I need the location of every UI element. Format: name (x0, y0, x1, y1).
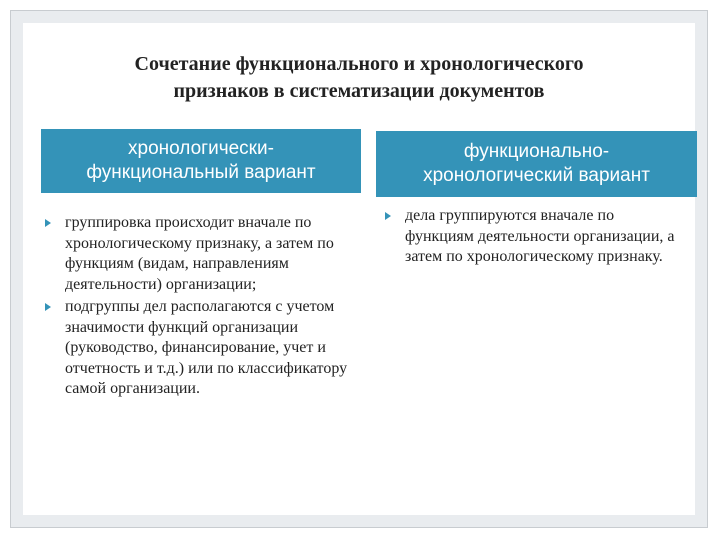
list-item-text: подгруппы дел располагаются с учетом значимости функций организации (руководство, финансирование, учет и отчетность и т.д.) или по классификатору самой организации. (65, 298, 348, 397)
list-item (43, 297, 353, 400)
right-bullet-list (383, 206, 683, 270)
list-item-text: группировка происходит вначале по хронологическому признаку, а затем по функциям (видам, направлениям деятельности) организации; (65, 214, 334, 293)
right-column-header: функционально- хронологический вариант (376, 131, 697, 197)
slide-content (23, 23, 695, 515)
slide-title: Сочетание функционального и хронологического признаков в систематизации документов (134, 53, 584, 102)
triangle-bullet-icon (45, 303, 51, 311)
list-item (43, 213, 353, 295)
triangle-bullet-icon (385, 212, 391, 220)
triangle-bullet-icon (45, 219, 51, 227)
list-item (383, 206, 683, 268)
left-bullet-list (43, 213, 353, 402)
left-column-header: хронологически- функциональный вариант (41, 129, 361, 193)
list-item-text: дела группируются вначале по функциям деятельности организации, а затем по хронологическому признаку. (405, 207, 675, 265)
slide-frame (10, 10, 708, 528)
